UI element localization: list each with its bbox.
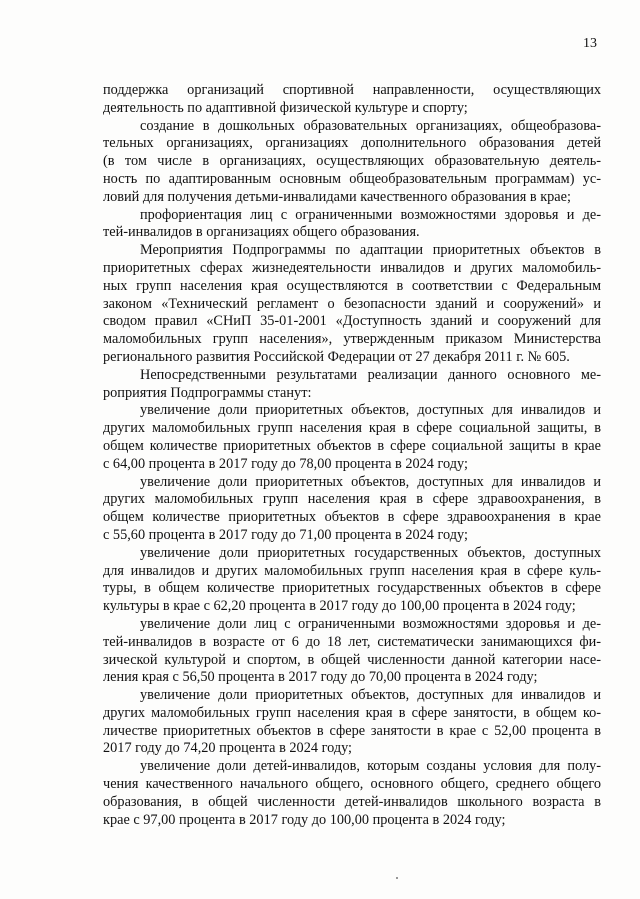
text-line: для инвалидов и других маломобильных групп населения края в сфере куль- — [103, 562, 601, 579]
text-line: чения качественного начального общего, основного общего, среднего общего — [103, 776, 601, 793]
text-line: маломобильных групп населения», утвержденным приказом Министерства — [103, 331, 601, 348]
text-line: увеличение доли приоритетных государственных объектов, доступных — [140, 544, 601, 561]
text-line: создание в дошкольных образовательных организациях, общеобразова- — [140, 117, 601, 134]
text-line: крае с 97,00 процента в 2017 году до 100,00 процента в 2024 году; — [103, 811, 506, 828]
text-line: других маломобильных групп населения края в сфере здравоохранения, в — [103, 491, 601, 508]
text-line: регионального развития Российской Федерации от 27 декабря 2011 г. № 605. — [103, 348, 570, 365]
text-line: Непосредственными результатами реализации данного основного ме- — [140, 366, 601, 383]
body-text — [103, 82, 601, 829]
text-line: роприятия Подпрограммы станут: — [103, 384, 312, 401]
text-line: туры, в общем количестве приоритетных государственных объектов в сфере — [103, 580, 601, 597]
text-line: поддержка организаций спортивной направленности, осуществляющих — [103, 82, 601, 98]
text-line: увеличение доли детей-инвалидов, которым созданы условия для полу- — [140, 758, 601, 775]
text-line: других маломобильных групп населения края в сфере социальной защиты, в — [103, 420, 601, 437]
paragraph — [103, 207, 601, 243]
text-line: тельных организациях, организациях дополнительного образования детей — [103, 135, 601, 152]
text-line: увеличение доли лиц с ограниченными возможностями здоровья и де- — [140, 615, 601, 632]
text-line: профориентация лиц с ограниченными возможностями здоровья и де- — [140, 206, 601, 223]
text-line: общем количестве приоритетных объектов в сфере социальной защиты в крае — [103, 437, 601, 454]
text-line: увеличение доли приоритетных объектов, доступных для инвалидов и — [140, 402, 601, 419]
paragraph — [103, 687, 601, 758]
paragraph — [103, 82, 601, 118]
paragraph — [103, 758, 601, 829]
page-number: 13 — [583, 36, 597, 51]
text-line: ловий для получения детьми-инвалидами качественного образования в крае; — [103, 188, 571, 205]
text-line: сводом правил «СНиП 35-01-2001 «Доступность зданий и сооружений для — [103, 313, 601, 330]
text-line: с 64,00 процента в 2017 году до 78,00 процента в 2024 году; — [103, 455, 468, 472]
paragraph — [103, 118, 601, 207]
text-line: личестве приоритетных объектов в сфере занятости в крае с 52,00 процента в — [103, 722, 601, 739]
text-line: других маломобильных групп населения края в сфере занятости, в общем ко- — [103, 704, 601, 721]
text-line: тей-инвалидов в организациях общего образования. — [103, 224, 420, 241]
paragraph — [103, 616, 601, 687]
paragraph — [103, 367, 601, 403]
text-line: ность по адаптированным основным общеобразовательным программам) ус- — [103, 170, 601, 187]
paragraph — [103, 242, 601, 367]
paragraph — [103, 474, 601, 545]
paragraph — [103, 402, 601, 473]
text-line: (в том числе в организациях, осуществляющих образовательную деятель- — [103, 153, 601, 170]
text-line: общем количестве приоритетных объектов в сфере здравоохранения в крае — [103, 509, 601, 526]
text-line: с 55,60 процента в 2017 году до 71,00 процента в 2024 году; — [103, 526, 468, 543]
text-line: ления края с 56,50 процента в 2017 году до 70,00 процента в 2024 году; — [103, 669, 538, 686]
text-line: зической культурой и спортом, в общей численности данной категории насе- — [103, 651, 601, 668]
text-line: культуры в крае с 62,20 процента в 2017 году до 100,00 процента в 2024 году; — [103, 598, 576, 615]
text-line: приоритетных сферах жизнедеятельности инвалидов и других маломобиль- — [103, 259, 601, 276]
text-line: ных групп населения края осуществляются в соответствии с Федеральным — [103, 277, 601, 294]
text-line: Мероприятия Подпрограммы по адаптации приоритетных объектов в — [140, 242, 601, 259]
text-line: законом «Технический регламент о безопасности зданий и сооружений» и — [103, 295, 601, 312]
text-line: увеличение доли приоритетных объектов, доступных для инвалидов и — [140, 473, 601, 490]
text-line: 2017 году до 74,20 процента в 2024 году; — [103, 740, 353, 757]
text-line: тей-инвалидов в возрасте от 6 до 18 лет, систематически занимающихся фи- — [103, 633, 601, 650]
paragraph — [103, 545, 601, 616]
scan-artifact — [396, 877, 398, 879]
text-line: увеличение доли приоритетных объектов, доступных для инвалидов и — [140, 687, 601, 704]
text-line: образования, в общей численности детей-инвалидов школьного возраста в — [103, 793, 601, 810]
text-line: деятельность по адаптивной физической культуре и спорту; — [103, 99, 468, 116]
